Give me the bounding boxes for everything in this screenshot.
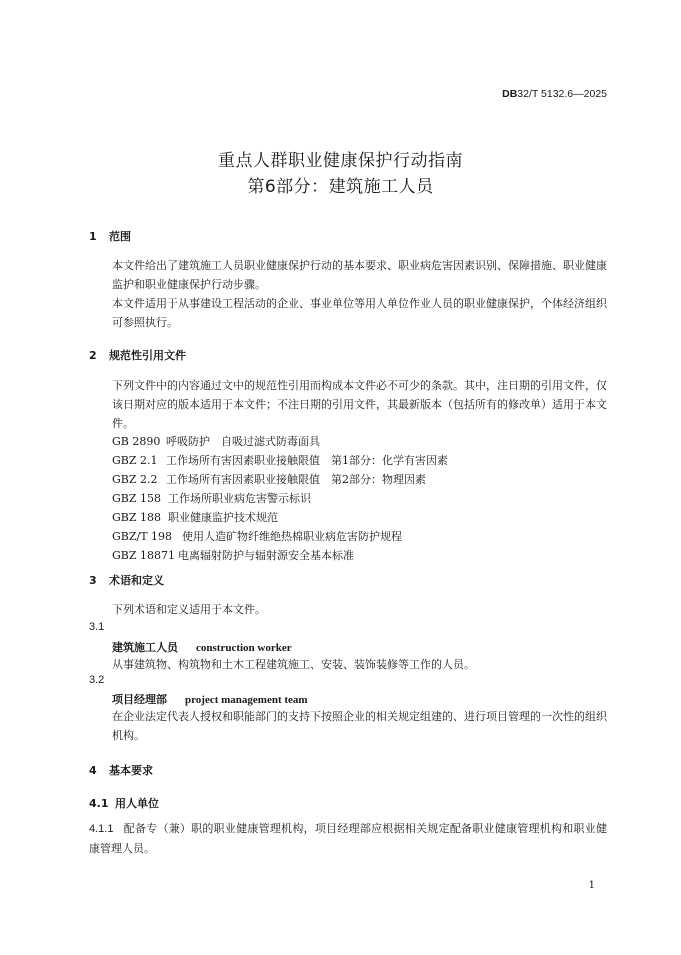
section-title: 范围 <box>109 230 131 243</box>
subsection-number: 4.1 <box>89 797 109 810</box>
reference-item: GBZ 188 职业健康监护技术规范 <box>112 511 278 524</box>
clause-4-1-1 <box>89 819 607 858</box>
term-number: 3.1 <box>89 621 105 633</box>
section-title: 规范性引用文件 <box>109 349 186 362</box>
term-definition: 在企业法定代表人授权和职能部门的支持下按照企业的相关规定组建的、进行项目管理的一次性的组织机构。 <box>112 710 607 742</box>
reference-item: GBZ 2.2 工作场所有害因素职业接触限值 第2部分：物理因素 <box>112 473 426 486</box>
clause-number: 4.1.1 <box>89 823 114 835</box>
section-1-heading <box>89 228 131 244</box>
section-1-paragraph-1: 本文件给出了建筑施工人员职业健康保护行动的基本要求、职业病危害因素识别、保障措施、职业健康监护和职业健康保护行动步骤。 <box>112 259 607 291</box>
term-number: 3.2 <box>89 674 105 686</box>
section-3-heading <box>89 572 164 588</box>
standard-code: 32/T 5132.6—2025 <box>517 88 607 100</box>
section-2-heading <box>89 347 186 363</box>
clause-text: 配备专（兼）职的职业健康管理机构，项目经理部应根据相关规定配备职业健康管理机构和职业健康管理人员。 <box>89 822 607 855</box>
section-3-intro: 下列术语和定义适用于本文件。 <box>112 603 266 616</box>
term-name: 项目经理部 project management team <box>112 693 308 706</box>
subsection-title: 用人单位 <box>115 797 159 810</box>
reference-item: GBZ/T 198 使用人造矿物纤维绝热棉职业病危害防护规程 <box>112 530 402 543</box>
section-title: 术语和定义 <box>109 574 164 587</box>
section-number: 1 <box>89 230 97 243</box>
reference-item: GBZ 2.1 工作场所有害因素职业接触限值 第1部分：化学有害因素 <box>112 454 448 467</box>
standard-number <box>502 88 607 100</box>
term-definition: 从事建筑物、构筑物和土木工程建筑施工、安装、装饰装修等工作的人员。 <box>112 658 475 671</box>
reference-item: GB 2890 呼吸防护 自吸过滤式防毒面具 <box>112 435 320 448</box>
document-title: 重点人群职业健康保护行动指南 <box>218 151 463 171</box>
section-1-paragraph-2: 本文件适用于从事建设工程活动的企业、事业单位等用人单位作业人员的职业健康保护，个体经济组织可参照执行。 <box>112 297 607 329</box>
section-2-paragraph-1: 下列文件中的内容通过文中的规范性引用而构成本文件必不可少的条款。其中，注日期的引用文件，仅该日期对应的版本适用于本文件；不注日期的引用文件，其最新版本（包括所有的修改单）适用于本文件。 <box>112 379 607 430</box>
section-4-heading <box>89 762 153 778</box>
document-subtitle: 第6部分：建筑施工人员 <box>247 177 434 197</box>
section-number: 4 <box>89 764 97 777</box>
section-number: 3 <box>89 574 97 587</box>
page-number: 1 <box>588 880 595 891</box>
reference-item: GBZ 158 工作场所职业病危害警示标识 <box>112 492 311 505</box>
subsection-4-1-heading <box>89 795 159 811</box>
reference-item: GBZ 18871 电离辐射防护与辐射源安全基本标准 <box>112 549 354 562</box>
standard-prefix: DB <box>502 88 518 100</box>
section-title: 基本要求 <box>109 764 153 777</box>
term-name: 建筑施工人员 construction worker <box>112 641 292 654</box>
section-number: 2 <box>89 349 97 362</box>
